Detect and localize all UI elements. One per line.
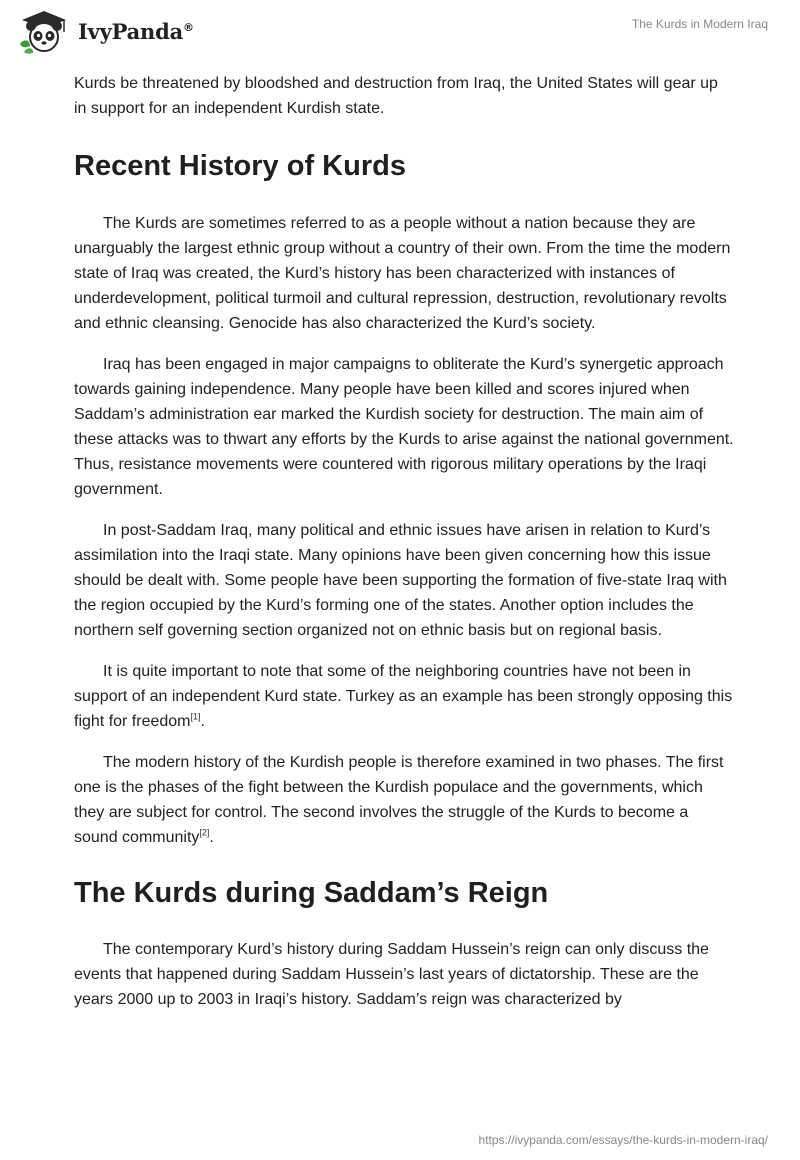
paragraph: It is quite important to note that some of the neighboring countries have not been in support of an independent Kurd state. Turkey as an example has been strongly opposing this fight for freedom[1]. xyxy=(74,663,733,730)
intro-paragraph: Kurds be threatened by bloodshed and destruction from Iraq, the United States will gear up in support for an independent Kurdish state. xyxy=(74,75,718,117)
footnote-ref-1[interactable]: [1] xyxy=(190,711,201,722)
page-header xyxy=(0,0,800,70)
footnote-ref-2[interactable]: [2] xyxy=(199,827,210,838)
footer-url[interactable]: https://ivypanda.com/essays/the-kurds-in-modern-iraq/ xyxy=(478,1133,768,1147)
brand-name: IvyPanda® xyxy=(78,18,194,44)
brand-logo[interactable] xyxy=(14,8,194,54)
section-heading-saddam-reign: The Kurds during Saddam’s Reign xyxy=(74,877,549,909)
section-heading-recent-history: Recent History of Kurds xyxy=(74,150,406,182)
running-title: The Kurds in Modern Iraq xyxy=(631,17,768,31)
paragraph: Iraq has been engaged in major campaigns to obliterate the Kurd’s synergetic approach towards gaining independence. Many people have been killed and scores injured when Saddam’s administration ear marked the Kurdish society for destruction. The main aim of these attacks was to thwart any efforts by the Kurds to arise against the national government. Thus, resistance movements were countered with rigorous military operations by the Iraqi government. xyxy=(74,356,734,498)
paragraph: The modern history of the Kurdish people is therefore examined in two phases. The first one is the phases of the fight between the Kurdish populace and the governments, which they are subject for control. The second involves the struggle of the Kurds to become a sound community[2]. xyxy=(74,754,724,846)
paragraph: The Kurds are sometimes referred to as a people without a nation because they are unarguably the largest ethnic group without a country of their own. From the time the modern state of Iraq was created, the Kurd’s history has been characterized with instances of underdevelopment, political turmoil and cultural repression, destruction, revolutionary revolts and ethnic cleansing. Genocide has also characterized the Kurd’s society. xyxy=(74,215,731,332)
paragraph: The contemporary Kurd’s history during Saddam Hussein’s reign can only discuss the events that happened during Saddam Hussein’s last years of dictatorship. These are the years 2000 up to 2003 in Iraqi’s history. Saddam’s reign was characterized by xyxy=(74,941,709,1008)
article-body xyxy=(74,71,734,1028)
panda-graduate-icon xyxy=(14,8,72,54)
paragraph: In post-Saddam Iraq, many political and ethnic issues have arisen in relation to Kurd’s assimilation into the Iraqi state. Many opinions have been given concerning how this issue should be dealt with. Some people have been supporting the formation of five-state Iraq with the region occupied by the Kurd’s forming one of the states. Another option includes the northern self governing section organized not on ethnic basis but on regional basis. xyxy=(74,522,727,639)
